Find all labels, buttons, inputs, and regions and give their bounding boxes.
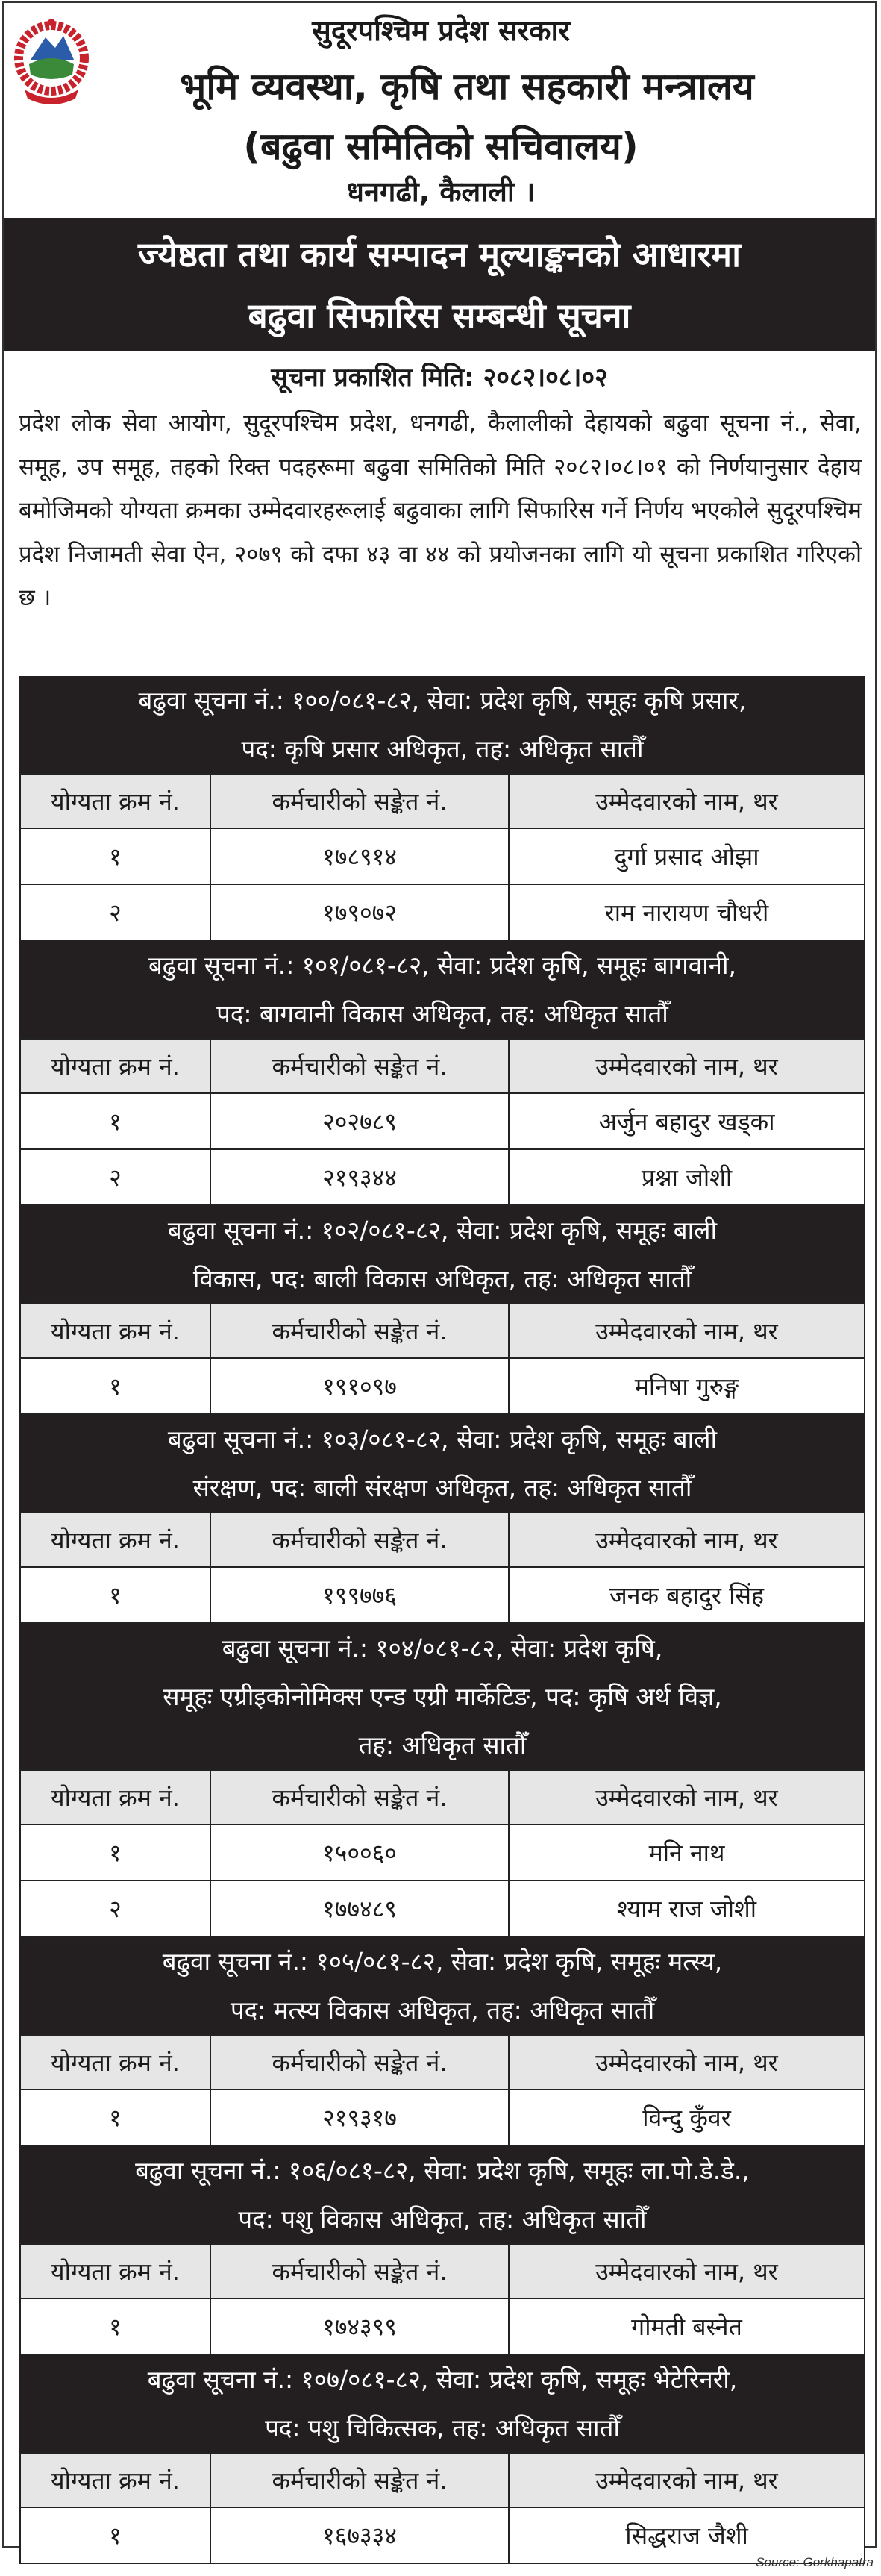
section-heading-line: बढुवा सूचना नं.: १०४/०८१-८२, सेवा: प्रदेश कृषि, (222, 1634, 663, 1663)
promotion-section (19, 941, 865, 1206)
table-header-row (20, 2244, 865, 2298)
table-row (20, 2089, 865, 2145)
candidate-table (19, 2243, 865, 2355)
employee-code: १५००६० (210, 1825, 509, 1881)
table-row (20, 2298, 865, 2354)
employee-code: २१९३४४ (210, 1149, 509, 1205)
promotion-section (19, 1206, 865, 1415)
table-header-row (20, 1039, 865, 1093)
column-header: उम्मेदवारको नाम, थर (509, 1304, 865, 1358)
section-heading (19, 1415, 865, 1512)
employee-code: १६७३३४ (210, 2507, 509, 2563)
table-header-row (20, 1770, 865, 1825)
column-header: योग्यता क्रम नं. (20, 2453, 210, 2507)
promotion-section (19, 2355, 865, 2564)
table-header-row (20, 2453, 865, 2507)
column-header: योग्यता क्रम नं. (20, 2035, 210, 2089)
column-header: योग्यता क्रम नं. (20, 1039, 210, 1093)
table-header-row (20, 1304, 865, 1358)
promotion-section (19, 1624, 865, 1937)
candidate-name: अर्जुन बहादुर खड्का (509, 1093, 865, 1149)
table-row (20, 1149, 865, 1205)
notice-title (4, 218, 875, 351)
section-heading (19, 941, 865, 1038)
section-heading-line: संरक्षण, पद: बाली संरक्षण अधिकृत, तह: अधिकृत सातौँ (192, 1473, 692, 1502)
table-row (20, 1567, 865, 1623)
candidate-name: मनिषा गुरुङ्ग (509, 1358, 865, 1414)
column-header: उम्मेदवारको नाम, थर (509, 1039, 865, 1093)
table-header-row (20, 1513, 865, 1567)
column-header: योग्यता क्रम नं. (20, 774, 210, 828)
merit-rank: २ (20, 884, 210, 940)
column-header: उम्मेदवारको नाम, थर (509, 2453, 865, 2507)
table-row (20, 1093, 865, 1149)
candidate-name: मनि नाथ (509, 1825, 865, 1881)
column-header: कर्मचारीको सङ्केत नं. (210, 2453, 509, 2507)
candidate-table (19, 773, 865, 941)
section-heading (19, 676, 865, 773)
candidate-table (19, 1512, 865, 1624)
candidate-name: जनक बहादुर सिंह (509, 1567, 865, 1623)
candidate-name: सिद्धराज जैशी (509, 2507, 865, 2563)
employee-code: १९९७७६ (210, 1567, 509, 1623)
column-header: कर्मचारीको सङ्केत नं. (210, 1304, 509, 1358)
section-heading-line: समूहः एग्रीइकोनोमिक्स एन्ड एग्री मार्केटिङ, पद: कृषि अर्थ विज्ञ, (163, 1682, 722, 1711)
promotion-section (19, 676, 865, 941)
column-header: उम्मेदवारको नाम, थर (509, 1770, 865, 1825)
candidate-table (19, 2452, 865, 2564)
merit-rank: १ (20, 1093, 210, 1149)
employee-code: १७८९१४ (210, 828, 509, 884)
merit-rank: १ (20, 1358, 210, 1414)
table-row (20, 884, 865, 940)
section-heading-line: पद: कृषि प्रसार अधिकृत, तह: अधिकृत सातौँ (241, 734, 644, 763)
merit-rank: १ (20, 2089, 210, 2145)
promotion-tables (19, 676, 865, 2564)
section-heading-line: बढुवा सूचना नं.: १०७/०८१-८२, सेवा: प्रदेश कृषि, समूहः भेटेरिनरी, (147, 2365, 738, 2394)
table-header-row (20, 2035, 865, 2089)
table-row (20, 1825, 865, 1881)
employee-code: २१९३१७ (210, 2089, 509, 2145)
section-heading-line: बढुवा सूचना नं.: १०२/०८१-८२, सेवा: प्रदेश कृषि, समूहः बाली (167, 1216, 718, 1245)
candidate-name: प्रश्ना जोशी (509, 1149, 865, 1205)
candidate-name: राम नारायण चौधरी (509, 884, 865, 940)
source-credit: Source: Gorkhapatra (756, 2555, 874, 2569)
column-header: कर्मचारीको सङ्केत नं. (210, 2244, 509, 2298)
government-name: सुदूरपश्चिम प्रदेश सरकार (312, 14, 570, 47)
candidate-name: दुर्गा प्रसाद ओझा (509, 828, 865, 884)
section-heading-line: पद: पशु विकास अधिकृत, तह: अधिकृत सातौँ (238, 2204, 647, 2233)
promotion-section (19, 1415, 865, 1624)
merit-rank: १ (20, 828, 210, 884)
section-heading (19, 1206, 865, 1303)
column-header: उम्मेदवारको नाम, थर (509, 2035, 865, 2089)
employee-code: १७७४८९ (210, 1881, 509, 1936)
merit-rank: १ (20, 1825, 210, 1881)
section-heading-line: बढुवा सूचना नं.: १०६/०८१-८२, सेवा: प्रदेश कृषि, समूहः ला.पो.डे.डे., (135, 2156, 750, 2185)
merit-rank: १ (20, 1567, 210, 1623)
candidate-table (19, 2034, 865, 2146)
merit-rank: २ (20, 1149, 210, 1205)
employee-code: १९१०९७ (210, 1358, 509, 1414)
notice-header (4, 3, 878, 218)
section-heading-line: बढुवा सूचना नं.: १०३/०८१-८२, सेवा: प्रदेश कृषि, समूहः बाली (167, 1425, 718, 1454)
candidate-table (19, 1038, 865, 1206)
section-heading-line: पद: मत्स्य विकास अधिकृत, तह: अधिकृत सातौँ (230, 1995, 655, 2025)
candidate-name: गोमती बस्नेत (509, 2298, 865, 2354)
employee-code: १७९०७२ (210, 884, 509, 940)
table-row (20, 1881, 865, 1936)
column-header: योग्यता क्रम नं. (20, 1770, 210, 1825)
merit-rank: २ (20, 1881, 210, 1936)
table-row (20, 828, 865, 884)
table-header-row (20, 774, 865, 828)
section-heading-line: पद: बागवानी विकास अधिकृत, तह: अधिकृत सातौँ (216, 999, 668, 1028)
column-header: कर्मचारीको सङ्केत नं. (210, 774, 509, 828)
section-heading (19, 1624, 865, 1769)
section-heading-line: विकास, पद: बाली विकास अधिकृत, तह: अधिकृत सातौँ (192, 1264, 692, 1293)
section-heading-line: पद: पशु चिकित्सक, तह: अधिकृत सातौँ (265, 2413, 620, 2442)
column-header: कर्मचारीको सङ्केत नं. (210, 1039, 509, 1093)
table-row (20, 2507, 865, 2563)
candidate-table (19, 1769, 865, 1937)
column-header: कर्मचारीको सङ्केत नं. (210, 1513, 509, 1567)
title-line: ज्येष्ठता तथा कार्य सम्पादन मूल्याङ्कनको आधारमा (138, 234, 741, 275)
column-header: कर्मचारीको सङ्केत नं. (210, 1770, 509, 1825)
notice-frame (2, 1, 877, 2548)
section-heading-line: बढुवा सूचना नं.: १००/०८१-८२, सेवा: प्रदेश कृषि, समूहः कृषि प्रसार, (138, 686, 747, 715)
title-line: बढुवा सिफारिस सम्बन्धी सूचना (248, 296, 631, 336)
section-heading (19, 2355, 865, 2452)
candidate-name: विन्दु कुँवर (509, 2089, 865, 2145)
published-date: सूचना प्रकाशित मिति: २०८२।०८।०२ (271, 363, 608, 393)
column-header: उम्मेदवारको नाम, थर (509, 774, 865, 828)
section-heading (19, 2146, 865, 2243)
office-location: धनगढी, कैलाली । (346, 175, 536, 208)
column-header: कर्मचारीको सङ्केत नं. (210, 2035, 509, 2089)
ministry-name: भूमि व्यवस्था, कृषि तथा सहकारी मन्त्रालय (180, 65, 754, 108)
employee-code: २०२७८९ (210, 1093, 509, 1149)
notice-body: प्रदेश लोक सेवा आयोग, सुदूरपश्चिम प्रदेश, धनगढी, कैलालीको देहायको बढुवा सूचना नं., सेवा, समूह, उप समूह, तहको रिक्त पदहरूमा बढुवा समितिको मिति २०८२।०८।०१ को निर्णयानुसार देहाय बमोजिमको योग्यता क्रमका उम्मेदवारहरूलाई बढुवाका लागि सिफारिस गर्ने निर्णय भएकोले सुदूरपश्चिम प्रदेश निजामती सेवा ऐन, २०७९ को दफा ४३ वा ४४ को प्रयोजनका लागि यो सूचना प्रकाशित गरिएको छ । (19, 410, 862, 611)
column-header: उम्मेदवारको नाम, थर (509, 2244, 865, 2298)
employee-code: १७४३९९ (210, 2298, 509, 2354)
section-heading (19, 1937, 865, 2034)
office-name: (बढुवा समितिको सचिवालय) (243, 125, 639, 168)
merit-rank: १ (20, 2298, 210, 2354)
candidate-table (19, 1303, 865, 1415)
merit-rank: १ (20, 2507, 210, 2563)
section-heading-line: बढुवा सूचना नं.: १०१/०८१-८२, सेवा: प्रदेश कृषि, समूहः बागवानी, (148, 951, 737, 980)
column-header: योग्यता क्रम नं. (20, 1513, 210, 1567)
promotion-section (19, 2146, 865, 2355)
table-row (20, 1358, 865, 1414)
column-header: योग्यता क्रम नं. (20, 2244, 210, 2298)
column-header: उम्मेदवारको नाम, थर (509, 1513, 865, 1567)
section-heading-line: तह: अधिकृत सातौँ (358, 1731, 527, 1760)
column-header: योग्यता क्रम नं. (20, 1304, 210, 1358)
section-heading-line: बढुवा सूचना नं.: १०५/०८१-८२, सेवा: प्रदेश कृषि, समूहः मत्स्य, (162, 1947, 723, 1976)
promotion-section (19, 1937, 865, 2146)
candidate-name: श्याम राज जोशी (509, 1881, 865, 1936)
